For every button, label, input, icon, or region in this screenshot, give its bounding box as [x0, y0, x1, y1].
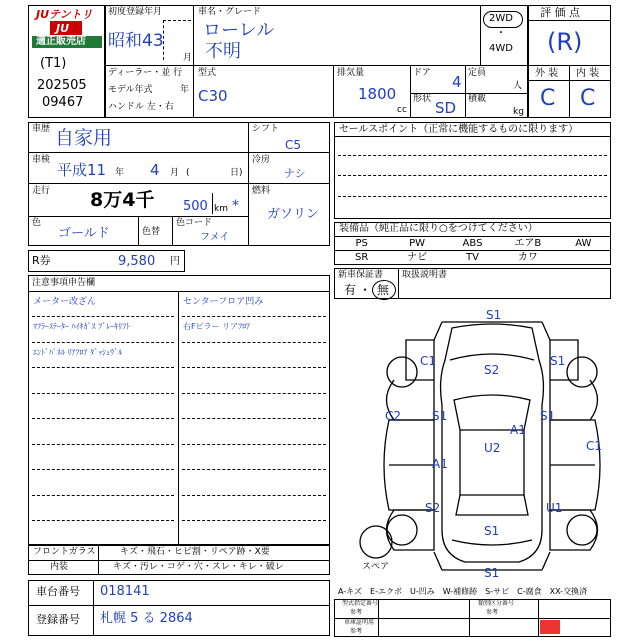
displacement-label: 排気量: [337, 68, 365, 78]
chassis-label: 車台番号: [36, 585, 80, 598]
load-label: 積載: [468, 94, 487, 104]
exterior-value: C: [540, 86, 556, 111]
damage-legend: A-キズ E-エクボ U-凹み W-補修跡 S-サビ C-腐食 XX-交換済: [338, 587, 588, 596]
equipment-item: AW: [575, 238, 592, 249]
note-line: [32, 367, 174, 368]
note-line: [32, 495, 174, 496]
model-value: C30: [198, 87, 228, 105]
capacity-label: 定員: [468, 68, 487, 78]
glass-label: フロントガラス: [33, 547, 96, 557]
note-line: [182, 367, 326, 368]
equipment-label: 装備品（純正品に限り○をつけてください）: [339, 223, 538, 234]
category-number-label: 類別区分番号: [478, 600, 515, 607]
color-code-value: フメイ: [200, 232, 230, 243]
damage-trunk: S1: [484, 524, 500, 538]
color-label: 色: [32, 218, 42, 228]
model-year-unit: 年: [180, 85, 190, 95]
handle-label: ハンドル 左・右: [108, 102, 174, 112]
mileage-label: 走行: [32, 186, 51, 196]
inspection-year-unit: 年: [115, 168, 125, 178]
usage-value: 自家用: [55, 127, 113, 149]
warranty-label: 新車保証書: [338, 270, 384, 280]
plate-value: 札幌 5 る 2864: [100, 611, 193, 626]
equipment-item: TV: [466, 252, 479, 263]
mileage-unit: km: [214, 204, 228, 214]
note-left-2: ﾏﾌﾗｰｽﾃｰﾀｰ ﾊｲｷｶﾞｽ ﾌﾞﾚｰｷﾘﾌﾄ: [33, 322, 131, 331]
damage-lf-fender: C1: [420, 354, 437, 368]
grade-code: (T1): [40, 56, 67, 71]
note-line: [32, 444, 174, 445]
fuel-label: 燃料: [252, 186, 271, 196]
damage-r-side: C1: [586, 439, 603, 453]
first-reg-month-unit: 月: [183, 53, 193, 63]
chassis-value: 018141: [100, 584, 150, 599]
equipment-item: ナビ: [407, 252, 428, 263]
inspection-month: 4: [150, 161, 160, 179]
note-line: [182, 495, 326, 496]
shape-label: 形状: [413, 94, 432, 104]
recycle-label: R券: [32, 254, 51, 267]
damage-hood: S2: [484, 363, 500, 377]
equipment-item: カワ: [517, 252, 538, 263]
notes-label: 注意事項申告欄: [32, 278, 96, 288]
note-line: [182, 418, 326, 419]
sales-point-label: セールスポイント（正常に機能するものに限ります）: [339, 124, 579, 135]
drive-2wd: 2WD: [489, 13, 513, 24]
displacement-unit: cc: [397, 105, 407, 115]
note-line: [182, 520, 326, 521]
note-line: [182, 316, 326, 317]
displacement-value: 1800: [358, 85, 397, 103]
damage-l-pillar: C2: [385, 409, 402, 423]
note-right-2: 右Fピラー リアﾌﾛｱ: [183, 322, 251, 331]
damage-r-rear: U1: [546, 501, 563, 515]
glass-value: キズ・飛石・ヒビ割・リペア跡・X要: [120, 547, 270, 557]
model-designation-label: 型式指定番号: [342, 600, 379, 607]
shift-value: C5: [285, 138, 302, 152]
red-stamp: [540, 620, 560, 634]
car-name-value: ローレル: [203, 20, 275, 41]
equipment-item: SR: [355, 252, 369, 263]
note-line: [32, 316, 174, 317]
damage-r-pillar: S1: [540, 409, 556, 423]
color-value: ゴールド: [58, 226, 110, 241]
damage-r-a: A1: [510, 423, 526, 437]
note-line: [32, 418, 174, 419]
note-line: [32, 342, 174, 343]
damage-roof: U2: [484, 441, 501, 455]
interior-label: 内 装: [576, 68, 600, 79]
ju-logo: [30, 7, 103, 48]
color-code-label: 色コード: [176, 218, 213, 228]
doors-label: ドア: [413, 68, 431, 78]
inspection-era: 平成11: [57, 161, 107, 179]
plate-label: 登録番号: [36, 613, 80, 626]
equipment-item: PW: [409, 238, 426, 249]
shape-value: SD: [435, 99, 457, 117]
note-right-1: センターフロア凹み: [183, 297, 264, 307]
note-line: [182, 444, 326, 445]
load-unit: kg: [513, 107, 524, 117]
note-line: [182, 469, 326, 470]
note-line: [32, 469, 174, 470]
rating-label: 評 価 点: [540, 6, 580, 19]
damage-l-rear: S2: [425, 501, 441, 515]
damage-l-door: A1: [432, 457, 448, 471]
handbook-label: 取扱説明書: [402, 270, 448, 280]
lot-number-line2: 09467: [42, 95, 84, 110]
logo-bottom: 適正販売店: [36, 36, 86, 47]
garage-cert-label: 車庫証明用: [344, 619, 375, 626]
damage-rf-fender: S1: [550, 354, 566, 368]
mileage-sub: 500: [183, 199, 208, 214]
model-year-label: モデル年式: [108, 85, 153, 95]
shift-label: シフト: [252, 124, 280, 134]
inspection-paren-open: (: [186, 168, 190, 178]
inspection-label: 車検: [32, 155, 51, 165]
rating-value: (R): [547, 28, 583, 56]
note-line: [32, 520, 174, 521]
exterior-label: 外 装: [535, 68, 559, 79]
car-diagram: [334, 300, 611, 588]
equipment-item: エアB: [514, 238, 542, 249]
note-left-1: メーター改ざん: [33, 297, 97, 307]
equipment-item: PS: [355, 238, 368, 249]
mileage-mark: *: [232, 198, 239, 214]
spare-label: スペア: [362, 562, 390, 572]
doors-value: 4: [452, 73, 462, 91]
damage-rear: S1: [484, 566, 500, 580]
inside-value: キズ・汚レ・コゲ・穴・スレ・キレ・破レ: [113, 562, 284, 572]
damage-front: S1: [486, 308, 502, 322]
interior-value: C: [580, 86, 596, 111]
model-label: 型式: [198, 68, 217, 78]
warranty-yes: 有: [344, 283, 357, 297]
capacity-unit: 人: [513, 81, 523, 91]
lot-number-line1: 202505: [37, 78, 87, 93]
cooler-value: ナシ: [284, 167, 306, 180]
car-grade-value: 不明: [205, 41, 241, 62]
logo-top: JUテントリ: [36, 8, 93, 21]
first-reg-label: 初度登録年月: [108, 7, 163, 17]
warranty-no: 無: [377, 283, 390, 297]
damage-l-door-top: S1: [432, 409, 448, 423]
first-reg-value: 昭和43: [108, 31, 164, 51]
category-number-ref: 参考: [486, 609, 499, 616]
inside-label: 内装: [50, 562, 69, 572]
equipment-item: ABS: [462, 238, 483, 249]
logo-ju: JU: [56, 22, 70, 35]
inspection-month-unit: 月: [170, 168, 180, 178]
drive-4wd: 4WD: [489, 43, 513, 54]
usage-label: 車歴: [32, 124, 51, 134]
fuel-value: ガソリン: [267, 207, 320, 222]
garage-cert-ref: 参考: [350, 628, 363, 635]
note-line: [182, 393, 326, 394]
inspection-day-unit: 日): [230, 168, 243, 178]
mileage-value: 8万4千: [90, 189, 155, 211]
warranty-dot: ・: [359, 283, 372, 297]
model-designation-ref: 参考: [350, 609, 363, 616]
note-left-3: ｴﾝﾄﾞﾊﾟﾈﾙ ﾘｱﾌﾛｱ ﾀﾞｯｼｭｳﾞﾙ: [33, 348, 123, 357]
recycle-unit: 円: [170, 256, 180, 267]
cooler-label: 冷房: [252, 155, 271, 165]
same-color-label: 色替: [142, 227, 161, 237]
drive-dot: ・: [496, 28, 506, 39]
note-line: [182, 342, 326, 343]
note-line: [32, 393, 174, 394]
car-name-label: 車名・グレード: [198, 7, 262, 17]
dealer-label: ディーラー・並 行: [108, 68, 183, 78]
recycle-value: 9,580: [118, 254, 156, 269]
